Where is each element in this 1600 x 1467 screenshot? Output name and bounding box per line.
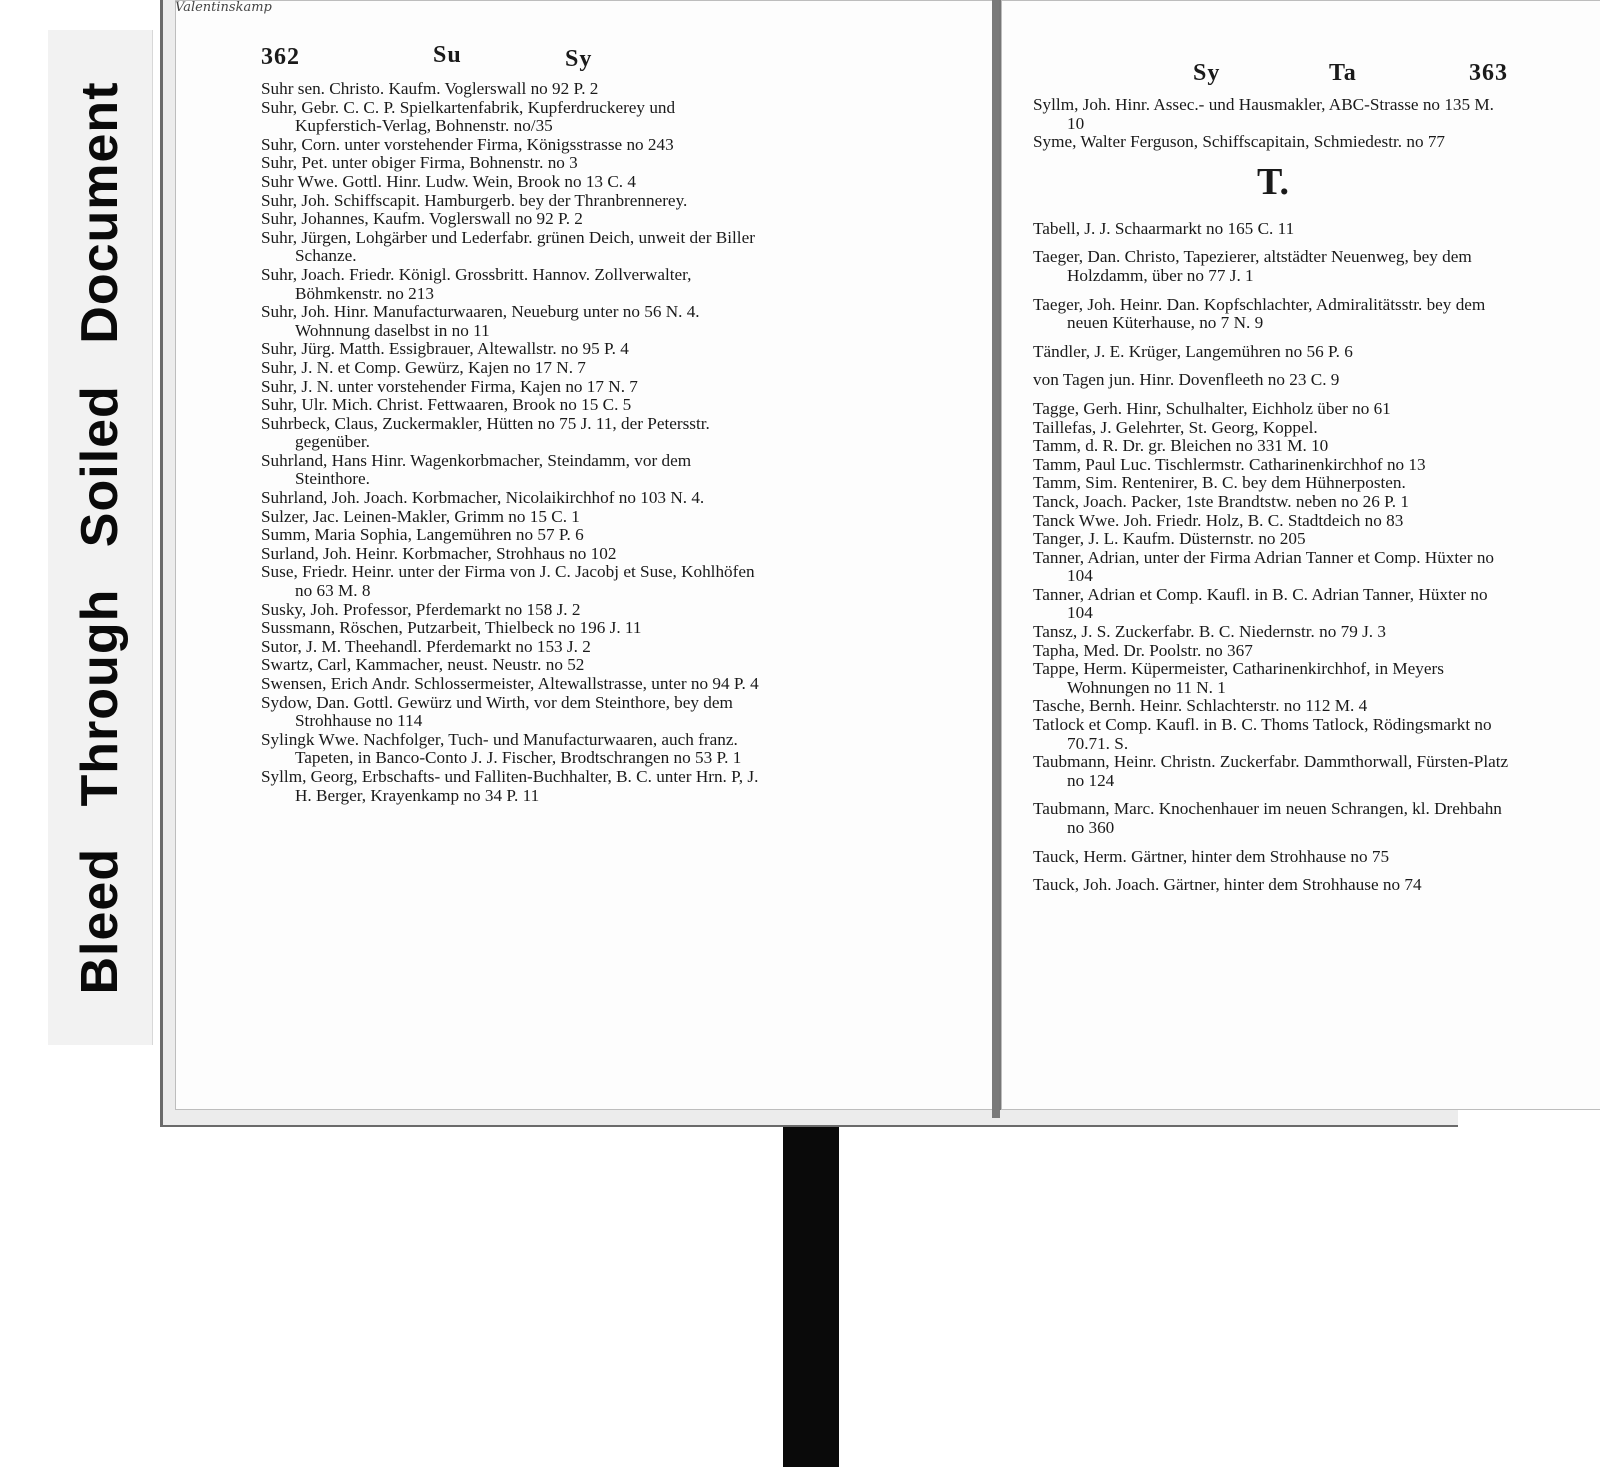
directory-entry: Suhr, Joach. Friedr. Königl. Grossbritt. Hannov. Zollverwalter, Böhmkenstr. no 213 (261, 264, 692, 303)
directory-entry: Tändler, J. E. Krüger, Langemühren no 56 P. 6 (1033, 341, 1353, 361)
directory-entry: Tanck Wwe. Joh. Friedr. Holz, B. C. Stadtdeich no 83 (1033, 510, 1404, 530)
directory-entry: Syllm, Joh. Hinr. Assec.- und Hausmakler, ABC-Strasse no 135 M. 10 (1033, 95, 1494, 133)
directory-entry: Tanner, Adrian, unter der Firma Adrian Tanner et Comp. Hüxter no 104 (1033, 547, 1495, 586)
directory-entry: Sylingk Wwe. Nachfolger, Tuch- und Manufacturwaaren, auch franz. Tapeten, in Banco-Conto J. J. Fischer, Brodtschrangen no 53 P. 1 (261, 729, 742, 768)
directory-entry: Suhr, Pet. unter obiger Firma, Bohnenstr. no 3 (261, 153, 578, 173)
directory-entry: Tasche, Bernh. Heinr. Schlachterstr. no 112 M. 4 (1033, 696, 1368, 716)
directory-entry: Tamm, Sim. Rentenirer, B. C. bey dem Hühnerposten. (1033, 473, 1406, 493)
directory-entry: Tapha, Med. Dr. Poolstr. no 367 (1033, 640, 1253, 660)
directory-entry: Tabell, J. J. Schaarmarkt no 165 C. 11 (1033, 218, 1295, 238)
document-tag-label: Bleed Through Soiled Document (71, 80, 129, 995)
directory-entry: Tatlock et Comp. Kaufl. in B. C. Thoms Tatlock, Rödingsmarkt no 70.71. S. (1033, 715, 1492, 753)
left-header-left: Su (433, 42, 462, 68)
directory-entry: Suhrland, Joh. Joach. Korbmacher, Nicolaikirchhof no 103 N. 4. (261, 488, 705, 508)
left-page-number: 362 (261, 44, 300, 70)
directory-entry: Tauck, Herm. Gärtner, hinter dem Strohhause no 75 (1033, 846, 1390, 866)
directory-entry: von Tagen jun. Hinr. Dovenfleeth no 23 C. 9 (1033, 370, 1340, 390)
directory-entry: Summ, Maria Sophia, Langemühren no 57 P. 6 (261, 525, 584, 545)
directory-entry: Taeger, Dan. Christo, Tapezierer, altstädter Neuenweg, bey dem Holzdamm, über no 77 J. 1 (1033, 247, 1472, 285)
directory-entry: Suhr, Ulr. Mich. Christ. Fettwaaren, Brook no 15 C. 5 (261, 395, 632, 415)
right-page (999, 0, 1600, 1110)
bookmark-ribbon (783, 1127, 839, 1467)
directory-entry: Tappe, Herm. Küpermeister, Catharinenkirchhof, in Meyers Wohnungen no 11 N. 1 (1033, 659, 1444, 697)
directory-entry: Suhr, Corn. unter vorstehender Firma, Königsstrasse no 243 (261, 134, 674, 154)
directory-entry: Suhr, J. N. unter vorstehender Firma, Kajen no 17 N. 7 (261, 376, 638, 396)
directory-entry: Suhr, Jürgen, Lohgärber und Lederfabr. grünen Deich, unweit der Biller Schanze. (261, 227, 755, 266)
directory-entry: Tauck, Joh. Joach. Gärtner, hinter dem Strohhause no 74 (1033, 875, 1422, 895)
directory-entry: Tanger, J. L. Kaufm. Düsternstr. no 205 (1033, 529, 1306, 549)
handwritten-note: Valentinskamp (175, 0, 272, 15)
directory-entry: Susky, Joh. Professor, Pferdemarkt no 158 J. 2 (261, 599, 581, 619)
directory-entry: Swensen, Erich Andr. Schlossermeister, Altewallstrasse, unter no 94 P. 4 (261, 674, 759, 693)
directory-entry: Suhrbeck, Claus, Zuckermakler, Hütten no 75 J. 11, der Petersstr. gegenüber. (261, 413, 710, 452)
directory-entry: Suhrland, Hans Hinr. Wagenkorbmacher, Steindamm, vor dem Steinthore. (261, 450, 692, 489)
document-tag-strip (48, 30, 153, 1045)
directory-entry: Sulzer, Jac. Leinen-Makler, Grimm no 15 C. 1 (261, 506, 580, 526)
directory-entry: Suhr Wwe. Gottl. Hinr. Ludw. Wein, Brook no 13 C. 4 (261, 171, 636, 191)
directory-entry: Tansz, J. S. Zuckerfabr. B. C. Niedernstr. no 79 J. 3 (1033, 622, 1386, 642)
directory-entry: Sydow, Dan. Gottl. Gewürz und Wirth, vor dem Steinthore, bey dem Strohhause no 114 (261, 692, 733, 731)
directory-entry: Suhr, Joh. Schiffscapit. Hamburgerb. bey der Thranbrennerey. (261, 190, 688, 210)
directory-entry: Tamm, Paul Luc. Tischlermstr. Catharinenkirchhof no 13 (1033, 454, 1426, 474)
directory-entry: Taubmann, Marc. Knochenhauer im neuen Schrangen, kl. Drehbahn no 360 (1033, 799, 1502, 837)
directory-entry: Taeger, Joh. Heinr. Dan. Kopfschlachter, Admiralitätsstr. bey dem neuen Küterhause, no 7 N. 9 (1033, 294, 1486, 333)
directory-entry: Sussmann, Röschen, Putzarbeit, Thielbeck no 196 J. 11 (261, 618, 642, 638)
directory-entry: Sutor, J. M. Theehandl. Pferdemarkt no 153 J. 2 (261, 636, 591, 656)
left-entry-list (261, 80, 761, 805)
right-header-left: Sy (1193, 60, 1221, 86)
right-entry-list (1033, 96, 1513, 895)
right-header-right: Ta (1329, 60, 1357, 86)
directory-entry: Swartz, Carl, Kammacher, neust. Neustr. no 52 (261, 655, 585, 675)
directory-entry: Suhr, Jürg. Matth. Essigbrauer, Altewallstr. no 95 P. 4 (261, 339, 629, 359)
directory-entry: Tanner, Adrian et Comp. Kaufl. in B. C. Adrian Tanner, Hüxter no 104 (1033, 584, 1488, 623)
left-page (175, 0, 995, 1110)
directory-entry: Suse, Friedr. Heinr. unter der Firma von J. C. Jacobj et Suse, Kohlhöfen no 63 M. 8 (261, 562, 755, 601)
directory-entry: Tanck, Joach. Packer, 1ste Brandtstw. neben no 26 P. 1 (1033, 491, 1409, 511)
right-page-number: 363 (1469, 60, 1508, 86)
directory-entry: Suhr sen. Christo. Kaufm. Voglerswall no 92 P. 2 (261, 79, 599, 98)
directory-entry: Taillefas, J. Gelehrter, St. Georg, Koppel. (1033, 417, 1318, 437)
directory-entry: Suhr, Joh. Hinr. Manufacturwaaren, Neueburg unter no 56 N. 4. Wohnnung daselbst in no 11 (261, 302, 700, 340)
directory-entry: Suhr, Johannes, Kaufm. Voglerswall no 92 P. 2 (261, 209, 583, 229)
open-book (160, 0, 1509, 1127)
left-header-right: Sy (565, 46, 593, 72)
directory-entry: Surland, Joh. Heinr. Korbmacher, Strohhaus no 102 (261, 543, 617, 563)
directory-entry: Tagge, Gerh. Hinr, Schulhalter, Eichholz über no 61 (1033, 398, 1391, 418)
directory-entry: Taubmann, Heinr. Christn. Zuckerfabr. Dammthorwall, Fürsten-Platz no 124 (1033, 752, 1509, 790)
directory-entry: Syllm, Georg, Erbschafts- und Falliten-Buchhalter, B. C. unter Hrn. P, J. H. Berger, Krayenkamp no 34 P. 11 (261, 766, 759, 805)
directory-entry: Syme, Walter Ferguson, Schiffscapitain, Schmiedestr. no 77 (1033, 132, 1446, 152)
directory-entry: Suhr, J. N. et Comp. Gewürz, Kajen no 17 N. 7 (261, 357, 586, 377)
directory-entry: Suhr, Gebr. C. C. P. Spielkartenfabrik, Kupferdruckerey und Kupferstich-Verlag, Bohnenstr. no/35 (261, 97, 676, 136)
section-letter: T. (1256, 160, 1290, 203)
directory-entry: Tamm, d. R. Dr. gr. Bleichen no 331 M. 10 (1033, 436, 1329, 456)
